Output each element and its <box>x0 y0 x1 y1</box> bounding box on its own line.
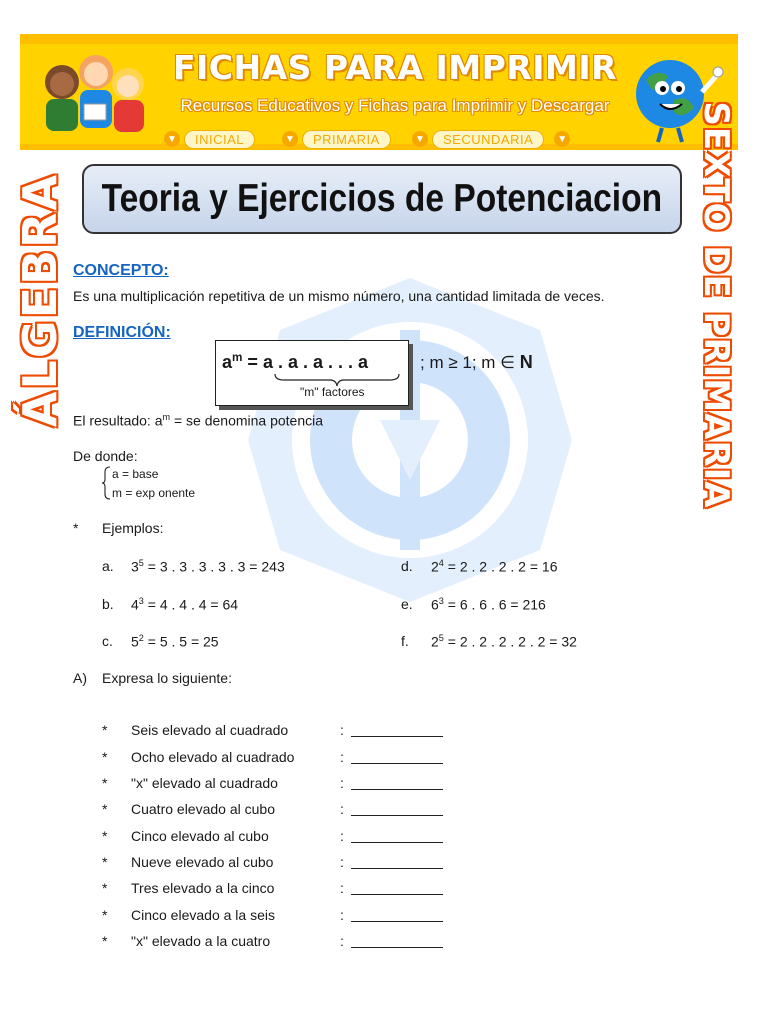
definicion-heading: DEFINICIÓN: <box>73 324 171 341</box>
answer-blank[interactable] <box>351 777 443 790</box>
example-item: f. $2^5 = 2$ . 2 . 2 . 2 . 2 = 32 <box>401 633 577 650</box>
ejemplos-bullet: * <box>73 520 79 536</box>
down-arrow-icon: ▼ <box>412 131 428 147</box>
site-title: FICHAS PARA IMPRIMIR <box>172 48 618 87</box>
resultado-text: El resultado: $a^m$ = se denomina potencia <box>73 412 324 429</box>
exercise-row: * "x" elevado a la cuatro : <box>102 933 107 949</box>
exercise-row: * Cinco elevado al cubo : <box>102 828 107 844</box>
exercise-row: * Ocho elevado al cuadrado : <box>102 749 107 765</box>
answer-blank[interactable] <box>351 830 443 843</box>
brace-icon <box>101 466 111 500</box>
exercise-row: * Nueve elevado al cubo : <box>102 854 107 870</box>
site-subtitle: Recursos Educativos y Fichas para Imprimir y Descargar <box>180 96 610 115</box>
worksheet-title: Teoria y Ejercicios de Potenciacion <box>101 177 663 220</box>
formula-expression: $a^m = a$ . a . a . . . a <box>222 351 368 372</box>
kids-illustration <box>34 44 154 144</box>
answer-blank[interactable] <box>351 751 443 764</box>
side-label-grade: SEXTO DE PRIMARIA <box>696 101 736 509</box>
formula-condition: ; m ≥ 1; m ∈ N <box>420 352 533 372</box>
example-item: e. $6^3 = 6$ . 6 . 6 = 216 <box>401 596 546 613</box>
de-donde-label: De donde: <box>73 448 138 464</box>
concepto-heading: CONCEPTO: <box>73 262 169 279</box>
answer-blank[interactable] <box>351 935 443 948</box>
exercise-row: * "x" elevado al cuadrado : <box>102 775 107 791</box>
formula-box <box>215 340 409 406</box>
down-arrow-icon: ▼ <box>164 131 180 147</box>
base-definition: a = base <box>112 467 159 481</box>
ejemplos-label: Ejemplos: <box>102 520 164 536</box>
answer-blank[interactable] <box>351 803 443 816</box>
factors-label: "m" factores <box>300 385 365 399</box>
exercise-row: * Tres elevado a la cinco : <box>102 880 107 896</box>
exercise-row: * Seis elevado al cuadrado : <box>102 722 107 738</box>
example-item: a. $3^5 = 3$ . 3 . 3 . 3 . 3 = 243 <box>102 558 285 575</box>
example-item: b. $4^3 = 4$ . 4 . 4 = 64 <box>102 596 239 613</box>
header-banner <box>20 34 738 150</box>
answer-blank[interactable] <box>351 856 443 869</box>
concepto-text: Es una multiplicación repetitiva de un mismo número, una cantidad limitada de veces. <box>73 288 605 304</box>
answer-blank[interactable] <box>351 909 443 922</box>
answer-blank[interactable] <box>351 724 443 737</box>
exercise-row: * Cinco elevado a la seis : <box>102 907 107 923</box>
exercise-row: * Cuatro elevado al cubo : <box>102 801 107 817</box>
side-label-algebra: ÁLGEBRA <box>13 172 67 428</box>
nav-primaria-button[interactable]: ▼ PRIMARIA <box>282 128 391 150</box>
example-item: d. $2^4 = 2$ . 2 . 2 . 2 = 16 <box>401 558 558 575</box>
section-a-label: A) <box>73 670 87 686</box>
nav-secundaria-button[interactable]: ▼ SECUNDARIA ▼ <box>412 128 574 150</box>
down-arrow-icon: ▼ <box>554 131 570 147</box>
worksheet-title-box <box>82 164 682 234</box>
nav-inicial-button[interactable]: ▼ INICIAL <box>164 128 255 150</box>
exponent-definition: m = exp onente <box>112 486 196 500</box>
answer-blank[interactable] <box>351 882 443 895</box>
section-a-instruction: Expresa lo siguiente: <box>102 670 232 686</box>
down-arrow-icon: ▼ <box>282 131 298 147</box>
example-item: c. $5^2 = 5$ . 5 = 25 <box>102 633 219 650</box>
